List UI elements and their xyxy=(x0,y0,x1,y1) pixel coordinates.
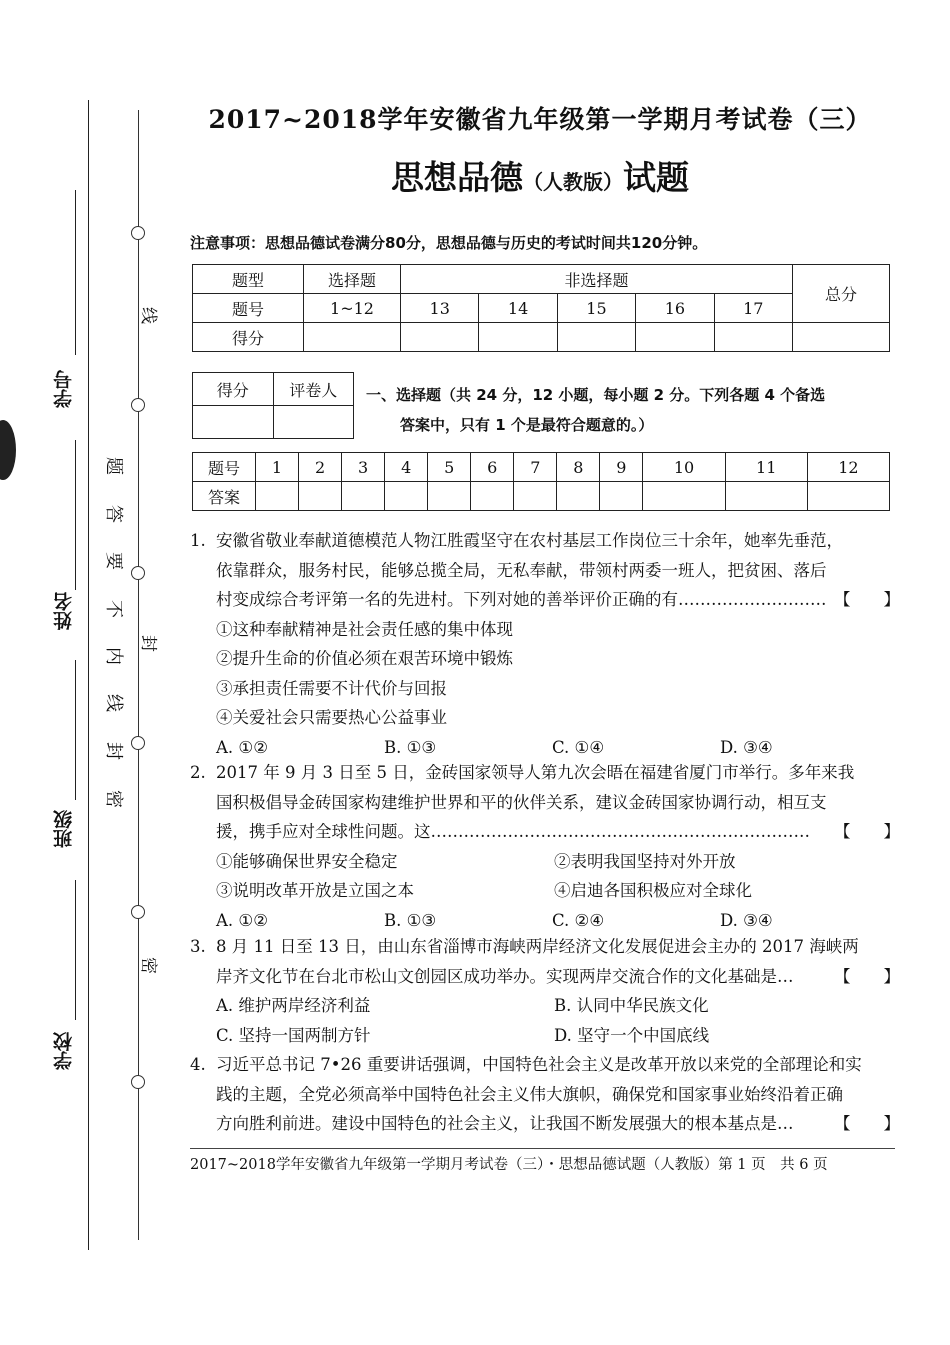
score-label: 得分 xyxy=(193,323,304,352)
answer-cell[interactable] xyxy=(299,482,342,511)
option-d: D. 坚守一个中国底线 xyxy=(554,1025,710,1045)
answer-cell[interactable] xyxy=(471,482,514,511)
answer-cell[interactable] xyxy=(807,482,889,511)
grader-label: 评卷人 xyxy=(273,373,354,406)
option-a: A. ①② xyxy=(216,737,268,757)
question-text: 国积极倡导金砖国家构建维护世界和平的伙伴关系，建议金砖国家协调行动，相互支 xyxy=(216,792,827,812)
name-underline xyxy=(75,440,76,590)
answer-cell[interactable] xyxy=(428,482,471,511)
page-footer: 2017~2018学年安徽省九年级第一学期月考试卷（三）・思想品德试题（人教版）第 1 页 共 6 页 xyxy=(190,1157,828,1173)
answer-number: 9 xyxy=(600,453,643,482)
score-cell[interactable] xyxy=(304,323,401,352)
option-a: A. 维护两岸经济利益 xyxy=(216,996,371,1015)
section-heading-line: 答案中，只有 1 个是最符合题意的。） xyxy=(400,416,654,434)
school-underline xyxy=(75,880,76,1020)
answer-bracket: 【 】 xyxy=(834,966,900,986)
seal-char: 内 xyxy=(106,644,124,665)
answer-label: 答案 xyxy=(193,482,256,511)
school-label: 学校 xyxy=(53,1032,75,1070)
answer-number: 5 xyxy=(428,453,471,482)
seal-char: 密 xyxy=(106,787,124,808)
option-c: C. ②④ xyxy=(552,910,605,930)
binding-seal-line xyxy=(138,110,139,1240)
notice-text: 注意事项：思想品德试卷满分80分，思想品德与历史的考试时间共120分钟。 xyxy=(190,234,708,252)
class-underline xyxy=(75,660,76,800)
name-label: 姓名 xyxy=(53,592,75,630)
question-range: 1~12 xyxy=(304,294,401,323)
dense-mark: 密 xyxy=(141,953,158,973)
subtitle-end: 试题 xyxy=(623,158,689,197)
scan-blot xyxy=(0,420,16,480)
question-number: 16 xyxy=(636,294,714,323)
question-2 xyxy=(190,758,900,935)
exam-subtitle xyxy=(190,152,890,199)
answer-number: 2 xyxy=(299,453,342,482)
question-text: 8 月 11 日至 13 日，由山东省淄博市海峡两岸经济文化发展促进会主办的 2017 海峡两 xyxy=(216,937,859,956)
question-number: 13 xyxy=(401,294,479,323)
binding-hole xyxy=(131,566,145,580)
subject-name: 思想品德 xyxy=(391,158,523,197)
score-cell[interactable] xyxy=(557,323,635,352)
total-score-cell[interactable] xyxy=(793,323,890,352)
student-id-underline xyxy=(75,190,76,355)
answer-number: 11 xyxy=(725,453,807,482)
nonchoice-label: 非选择题 xyxy=(401,265,793,294)
statement-item: ①这种奉献精神是社会责任感的集中体现 xyxy=(216,619,513,639)
binding-hole xyxy=(131,226,145,240)
seal-mark: 封 xyxy=(141,631,158,651)
answer-cell[interactable] xyxy=(557,482,600,511)
question-text: 村变成综合考评第一名的先进村。下列对她的善举评价正确的有……………………… xyxy=(216,590,827,609)
option-c: C. 坚持一国两制方针 xyxy=(216,1025,371,1045)
option-d: D. ③④ xyxy=(720,737,773,757)
answer-bracket: 【 】 xyxy=(834,1114,900,1133)
answer-number: 7 xyxy=(514,453,557,482)
class-label: 班级 xyxy=(53,810,75,848)
grader-table xyxy=(192,372,354,439)
seal-char: 不 xyxy=(106,597,124,618)
binding-hole xyxy=(131,398,145,412)
statement-item: ④关爱社会只需要热心公益事业 xyxy=(216,708,447,727)
question-text: 岸齐文化节在台北市松山文创园区成功举办。实现两岸交流合作的文化基础是… xyxy=(216,966,794,986)
option-d: D. ③④ xyxy=(720,910,773,930)
question-number: 17 xyxy=(714,294,792,323)
question-text: 援，携手应对全球性问题。这…………………………………………………………… xyxy=(216,822,810,841)
question-text: 践的主题，全党必须高举中国特色社会主义伟大旗帜，确保党和国家事业始终沿着正确 xyxy=(216,1084,843,1104)
exam-title: 2017~2018学年安徽省九年级第一学期月考试卷（三） xyxy=(208,105,872,134)
answer-cell[interactable] xyxy=(385,482,428,511)
option-b: B. ①③ xyxy=(384,910,437,930)
option-c: C. ①④ xyxy=(552,737,605,757)
question-text: 依靠群众，服务村民，能够总揽全局，无私奉献，带领村两委一班人，把贫困、落后 xyxy=(216,560,827,580)
footer-divider xyxy=(190,1148,895,1149)
answer-bracket: 【 】 xyxy=(834,822,900,841)
score-cell[interactable] xyxy=(636,323,714,352)
section-heading-line: 一、选择题（共 24 分，12 小题，每小题 2 分。下列各题 4 个备选 xyxy=(366,386,826,404)
question-number: 2. xyxy=(190,763,206,782)
total-label: 总分 xyxy=(793,265,890,323)
statement-item: ③承担责任需要不计代价与回报 xyxy=(216,678,447,698)
section-heading xyxy=(366,380,896,440)
answer-number: 3 xyxy=(342,453,385,482)
score-cell[interactable] xyxy=(401,323,479,352)
statement-item: ④启迪各国积极应对全球化 xyxy=(554,881,752,900)
edition-label: （人教版） xyxy=(523,170,623,194)
statement-item: ③说明改革开放是立国之本 xyxy=(216,881,414,900)
question-number: 14 xyxy=(479,294,557,323)
answer-cell[interactable] xyxy=(342,482,385,511)
grader-score-cell[interactable] xyxy=(193,406,274,439)
binding-margin xyxy=(0,0,175,1345)
question-3 xyxy=(190,932,900,1050)
question-number: 4. xyxy=(190,1055,206,1074)
option-b: B. ①③ xyxy=(384,737,437,757)
answer-number-label: 题号 xyxy=(193,453,256,482)
question-number: 1. xyxy=(190,531,206,550)
seal-char: 答 xyxy=(106,502,124,523)
student-id-label: 学号 xyxy=(53,370,75,408)
answer-number: 10 xyxy=(643,453,725,482)
answer-number: 8 xyxy=(557,453,600,482)
answer-table xyxy=(192,452,890,511)
question-text: 安徽省敬业奉献道德模范人物江胜霞坚守在农村基层工作岗位三十余年，她率先垂范， xyxy=(216,531,843,550)
option-b: B. 认同中华民族文化 xyxy=(554,996,709,1015)
answer-cell[interactable] xyxy=(600,482,643,511)
answer-cell[interactable] xyxy=(514,482,557,511)
grader-name-cell[interactable] xyxy=(273,406,354,439)
type-label: 题型 xyxy=(193,265,304,294)
question-number: 3. xyxy=(190,937,206,956)
seal-char: 要 xyxy=(106,549,124,570)
answer-number: 6 xyxy=(471,453,514,482)
number-label: 题号 xyxy=(193,294,304,323)
statement-item: ②提升生命的价值必须在艰苦环境中锻炼 xyxy=(216,649,513,668)
question-number: 15 xyxy=(557,294,635,323)
binding-hole xyxy=(131,1075,145,1089)
question-text: 习近平总书记 7•26 重要讲话强调，中国特色社会主义是改革开放以来党的全部理论和实 xyxy=(216,1055,862,1074)
grader-score-label: 得分 xyxy=(193,373,274,406)
answer-bracket: 【 】 xyxy=(834,590,900,609)
binding-hole xyxy=(131,736,145,750)
answer-cell[interactable] xyxy=(643,482,725,511)
answer-number: 1 xyxy=(256,453,299,482)
seal-char: 题 xyxy=(106,454,124,475)
answer-cell[interactable] xyxy=(725,482,807,511)
seal-char: 线 xyxy=(106,691,124,712)
question-text: 2017 年 9 月 3 日至 5 日，金砖国家领导人第九次会晤在福建省厦门市举行。多年来我 xyxy=(216,763,855,782)
answer-cell[interactable] xyxy=(256,482,299,511)
seal-char: 封 xyxy=(106,739,124,760)
score-cell[interactable] xyxy=(479,323,557,352)
statement-item: ②表明我国坚持对外开放 xyxy=(554,851,736,871)
binding-hole xyxy=(131,905,145,919)
binding-solid-line xyxy=(88,100,89,1250)
score-cell[interactable] xyxy=(714,323,792,352)
line-mark: 线 xyxy=(141,303,158,323)
statement-item: ①能够确保世界安全稳定 xyxy=(216,851,398,871)
answer-number: 4 xyxy=(385,453,428,482)
option-a: A. ①② xyxy=(216,910,268,930)
answer-number: 12 xyxy=(807,453,889,482)
question-text: 方向胜利前进。建设中国特色的社会主义，让我国不断发展强大的根本基点是… xyxy=(216,1114,794,1133)
choice-label: 选择题 xyxy=(304,265,401,294)
question-1 xyxy=(190,526,900,762)
question-4 xyxy=(190,1050,900,1139)
score-table xyxy=(192,264,890,352)
